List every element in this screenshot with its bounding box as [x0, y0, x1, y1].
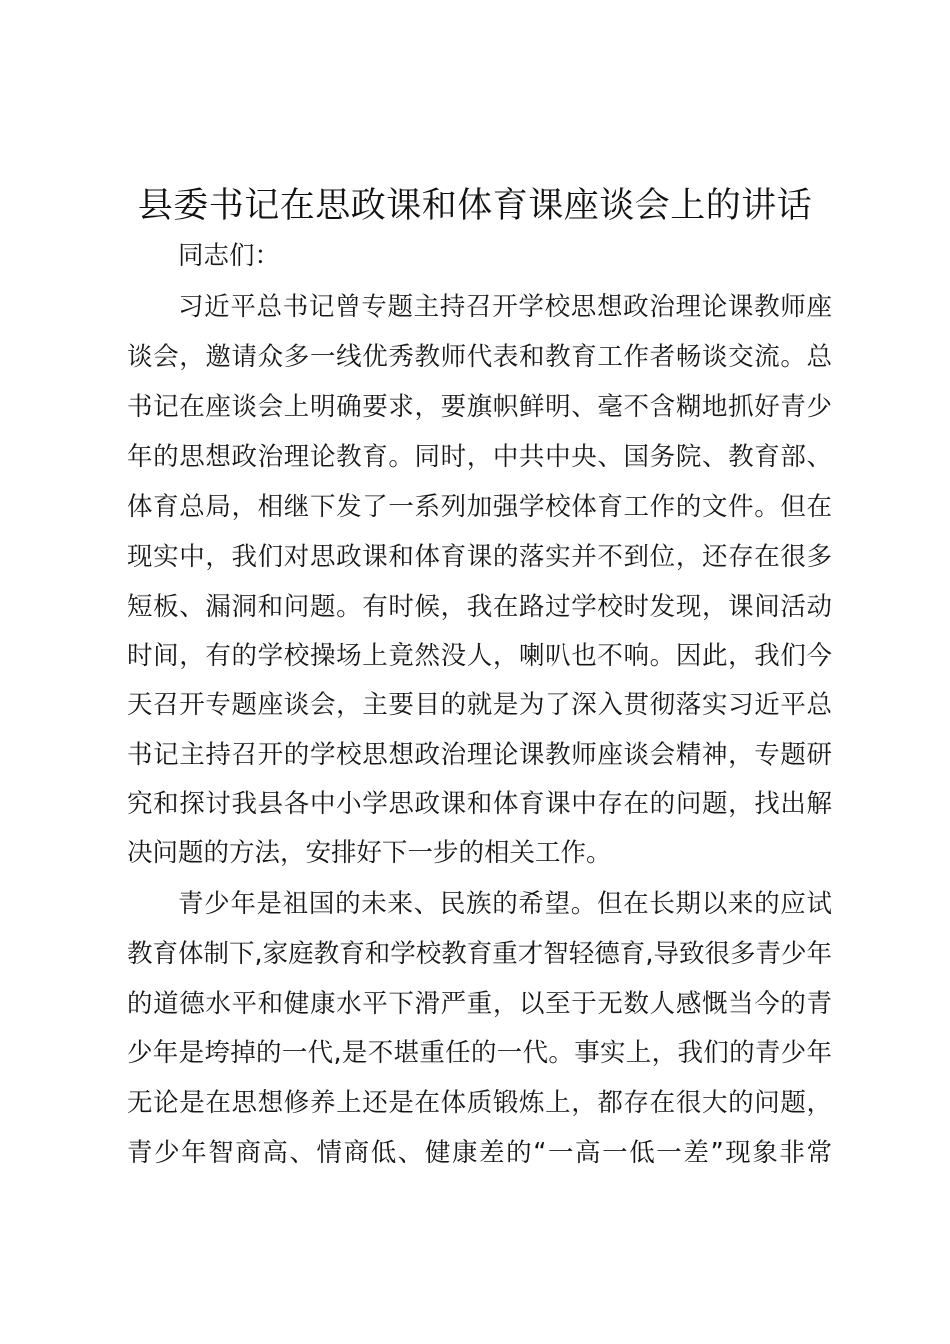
paragraph-2-line: 少年是垮掉的一代,是不堪重任的一代。事实上，我们的青少年 — [127, 1038, 832, 1068]
document-title: 县委书记在思政课和体育课座谈会上的讲话 — [137, 186, 813, 226]
paragraph-2-line: 青少年是祖国的未来、民族的希望。但在长期以来的应试 — [178, 889, 832, 919]
paragraph-1-line: 究和探讨我县各中小学思政课和体育课中存在的问题，找出解 — [127, 789, 832, 819]
paragraph-1-line: 决问题的方法，安排好下一步的相关工作。 — [127, 838, 612, 868]
paragraph-1-line: 现实中，我们对思政课和体育课的落实并不到位，还存在很多 — [127, 542, 832, 572]
paragraph-1-line: 谈会，邀请众多一线优秀教师代表和教育工作者畅谈交流。总 — [127, 342, 832, 372]
paragraph-2-line: 的道德水平和健康水平下滑严重，以至于无数人感慨当今的青 — [127, 989, 832, 1019]
paragraph-2-line: 教育体制下,家庭教育和学校教育重才智轻德育,导致很多青少年 — [127, 939, 832, 969]
paragraph-1-line: 天召开专题座谈会，主要目的就是为了深入贯彻落实习近平总 — [127, 690, 832, 720]
paragraph-1-line: 短板、漏洞和问题。有时候，我在路过学校时发现，课间活动 — [127, 592, 832, 622]
paragraph-1-line: 体育总局，相继下发了一系列加强学校体育工作的文件。但在 — [127, 492, 832, 522]
paragraph-1-line: 书记主持召开的学校思想政治理论课教师座谈会精神，专题研 — [127, 740, 832, 770]
paragraph-1-line: 书记在座谈会上明确要求，要旗帜鲜明、毫不含糊地抓好青少 — [127, 392, 832, 422]
salutation: 同志们： — [178, 241, 281, 271]
paragraph-1-line: 时间，有的学校操场上竟然没人，喇叭也不响。因此，我们今 — [127, 641, 832, 671]
paragraph-2-line: 青少年智商高、情商低、健康差的“一高一低一差”现象非常 — [127, 1138, 832, 1168]
paragraph-1-line: 年的思想政治理论教育。同时，中共中央、国务院、教育部、 — [127, 442, 832, 472]
paragraph-1-line: 习近平总书记曾专题主持召开学校思想政治理论课教师座 — [178, 292, 832, 322]
paragraph-2-line: 无论是在思想修养上还是在体质锻炼上，都存在很大的问题， — [127, 1088, 832, 1118]
